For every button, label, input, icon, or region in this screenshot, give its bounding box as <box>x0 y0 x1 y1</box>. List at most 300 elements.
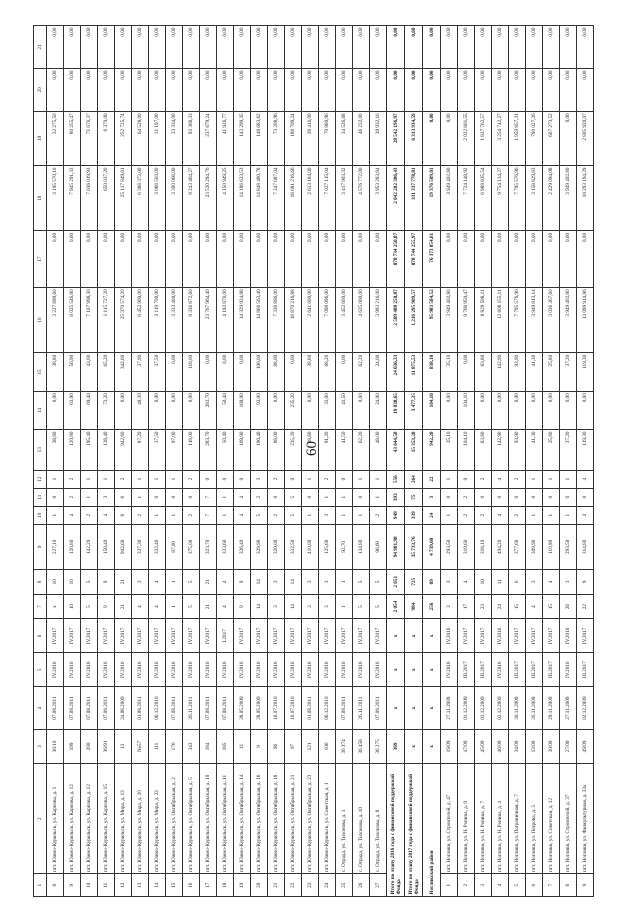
table-cell: IV.2016 <box>302 653 319 687</box>
table-cell: 0,00 <box>475 391 492 429</box>
table-cell: 104,10 <box>423 391 441 429</box>
table-cell: IV.2016 <box>166 653 183 687</box>
table-cell: 1 <box>149 506 166 524</box>
table-cell: 83,80 <box>475 353 492 391</box>
table-cell: 5 <box>251 506 268 524</box>
table-cell: 342,60 <box>115 353 132 391</box>
table-cell: 2 042 202 386,43 <box>387 165 405 230</box>
table-cell: x <box>423 619 441 653</box>
table-cell: 43,00 <box>81 353 98 391</box>
page-number: 60 <box>303 440 320 456</box>
table-cell: 63,90 <box>64 391 81 429</box>
table-cell: 0,00 <box>47 231 64 287</box>
table-cell: 0,00 <box>441 26 458 69</box>
table-cell: 3 <box>441 569 458 594</box>
table-cell: 0,00 <box>319 231 336 287</box>
table-cell: 31 197,00 <box>149 111 166 165</box>
table-cell: IV.2016 <box>217 653 234 687</box>
table-cell: 41,30 <box>526 429 543 470</box>
table-row <box>251 26 268 897</box>
table-cell: 28 542 196,97 <box>387 111 405 165</box>
table-cell: 0,00 <box>98 26 115 69</box>
table-cell: 0,00 <box>251 231 268 287</box>
table-cell: 18 870 216,88 <box>285 287 302 352</box>
table-cell: 1 <box>336 506 353 524</box>
table-cell: IV.2017 <box>509 619 526 653</box>
table-cell: 2 <box>251 488 268 506</box>
table-cell: 2 <box>458 874 475 897</box>
table-cell: IV.2016 <box>115 653 132 687</box>
table-cell: 35 733,76 <box>405 524 423 569</box>
table-cell: 17 <box>200 874 217 897</box>
table-cell: Итого по этапу 2017 года с финансовой поддержкой Фонда <box>405 763 423 896</box>
table-cell: 5 <box>353 569 370 594</box>
table-cell: 27/09 <box>560 730 577 764</box>
table-cell: 7 036 019,93 <box>81 165 98 230</box>
table-cell: IV.2016 <box>560 653 577 687</box>
table-cell: 43 644,58 <box>387 429 405 470</box>
table-cell: 23 <box>475 594 492 619</box>
table-cell: 120,80 <box>64 524 81 569</box>
table-cell: 18 <box>34 165 47 230</box>
table-cell: 6 <box>509 569 526 594</box>
table-cell: 0,00 <box>526 68 543 111</box>
table-cell: 1 <box>302 506 319 524</box>
table-cell: 24 <box>319 874 336 897</box>
table-cell: 0,00 <box>115 26 132 69</box>
table-cell: пгт. Южно-Курильск, ул. Октябрьская, д. 23 <box>302 763 319 874</box>
table-cell: 4 <box>217 569 234 594</box>
table-cell: 15 <box>34 353 47 391</box>
table-cell: 2 429 094,08 <box>543 165 560 230</box>
table-cell: 104,10 <box>458 429 475 470</box>
table-cell: 49/09 <box>577 730 594 764</box>
table-cell: 75 <box>405 488 423 506</box>
table-cell: 0,00 <box>560 111 577 165</box>
table-cell: 2 <box>64 470 81 488</box>
table-cell: 28.05.2009 <box>251 687 268 730</box>
table-cell: 25,80 <box>543 353 560 391</box>
table-cell: 9 754 134,27 <box>492 165 509 230</box>
table-cell: пгт. Южно-Курильск, ул. Карпова, д. 12 <box>64 763 81 874</box>
table-cell: 0,00 <box>285 68 302 111</box>
table-cell: 6 <box>115 488 132 506</box>
table-cell: 0,00 <box>353 391 370 429</box>
table-cell: 0,00 <box>336 231 353 287</box>
table-cell: 26 <box>560 594 577 619</box>
table-cell: x <box>423 687 441 730</box>
table-cell: 37,20 <box>560 353 577 391</box>
table-cell: 65,20 <box>98 353 115 391</box>
table-cell: 0,00 <box>183 68 200 111</box>
table-cell: 3 195 570,10 <box>47 165 64 230</box>
table-cell: 18 681 216,66 <box>285 165 302 230</box>
table-cell: 71 076,37 <box>81 111 98 165</box>
table-cell: 5 <box>183 594 200 619</box>
table-cell: 1 <box>166 569 183 594</box>
table-cell: 3 949 813,14 <box>526 287 543 352</box>
table-cell: 10 <box>64 569 81 594</box>
table-cell: пгт. Ноглики, ул. Н. Репина, д. 4 <box>492 763 509 874</box>
table-cell: 110,90 <box>543 524 560 569</box>
table-cell: 14 <box>149 874 166 897</box>
table-row <box>509 26 526 897</box>
table-cell: 0,00 <box>149 391 166 429</box>
table-row <box>217 26 234 897</box>
table-cell: 0,00 <box>526 391 543 429</box>
table-cell: Итого по этапу 2016 года с финансовой поддержкой Фонда <box>387 763 405 896</box>
table-cell: 27.11.2009 <box>560 687 577 730</box>
table-cell: 188 709,24 <box>285 111 302 165</box>
table-cell: 14 866 563,40 <box>251 287 268 352</box>
table-cell: 142,90 <box>492 353 509 391</box>
table-cell: 1 <box>166 470 183 488</box>
table-cell: 0,00 <box>200 231 217 287</box>
table-cell: 120,80 <box>64 429 81 470</box>
table-cell: 1 <box>441 874 458 897</box>
table-cell: 1 216 295 909,57 <box>405 287 423 352</box>
table-cell: 26.11.2011 <box>353 687 370 730</box>
table-cell: 26.11.2009 <box>526 687 543 730</box>
table-cell: 38,80 <box>302 353 319 391</box>
table-cell: 11 <box>234 730 251 764</box>
table-cell: IV.2017 <box>577 619 594 653</box>
table-cell: 343 <box>183 730 200 764</box>
table-cell: 88,00 <box>268 429 285 470</box>
table-cell: 0,00 <box>336 68 353 111</box>
table-cell: 36/91 <box>98 730 115 764</box>
table-cell: 07.08.2011 <box>98 687 115 730</box>
table-cell: 13 <box>34 429 47 470</box>
table-cell: 318,10 <box>475 524 492 569</box>
table-cell: 3 119 700,00 <box>149 287 166 352</box>
table-cell: 0,00 <box>577 26 594 69</box>
table-cell: 0,00 <box>98 68 115 111</box>
table-cell: 22 <box>423 470 441 488</box>
table-cell: 9 <box>98 569 115 594</box>
table-cell: пгт. Южно-Курильск, ул. Октябрьская, д. 11 <box>217 763 234 874</box>
table-cell: 19 376 509,01 <box>423 165 441 230</box>
table-cell: 106 <box>319 730 336 764</box>
table-cell: 264 <box>405 470 423 488</box>
table-cell: 46 232,00 <box>353 111 370 165</box>
table-cell: 0,00 <box>458 353 475 391</box>
table-cell: 3 949 402,80 <box>560 165 577 230</box>
table-cell: 2 <box>81 506 98 524</box>
table-cell: 2 613 184,00 <box>302 165 319 230</box>
table-cell: IV.2017 <box>475 619 492 653</box>
table-cell: 37,50 <box>149 429 166 470</box>
table-cell: 369 <box>387 730 405 764</box>
table-cell: 3 <box>132 569 149 594</box>
table-cell: 0,00 <box>251 26 268 69</box>
table-cell: 36 374 <box>336 730 353 764</box>
table-cell: 410,00 <box>302 524 319 569</box>
table-cell: 25 370 574,20 <box>115 287 132 352</box>
table-cell: 195,40 <box>81 429 98 470</box>
table-cell: 41,50 <box>336 429 353 470</box>
table-cell: 0,00 <box>577 231 594 287</box>
table-cell: 39 932,16 <box>370 111 387 165</box>
table-row <box>149 26 166 897</box>
table-cell: 0,00 <box>81 231 98 287</box>
table-row <box>441 26 458 897</box>
table-cell: 375,00 <box>183 524 200 569</box>
table-cell: III.2017 <box>509 653 526 687</box>
table-cell: 0,00 <box>509 231 526 287</box>
table-cell: пгт. Южно-Курильск, ул. Советская, д. 1 <box>319 763 336 874</box>
table-cell: 29.11.2009 <box>543 687 560 730</box>
table-cell: 1 <box>98 470 115 488</box>
table-cell: 07.08.2011 <box>64 687 81 730</box>
table-cell: 0 <box>353 488 370 506</box>
table-cell: 0,00 <box>234 231 251 287</box>
table-cell: 9 <box>577 874 594 897</box>
table-cell: 38,80 <box>47 353 64 391</box>
table-cell: 1 <box>336 488 353 506</box>
table-cell: IV.2016 <box>370 653 387 687</box>
table-cell: IV.2017 <box>543 619 560 653</box>
table-cell: IV.2017 <box>319 619 336 653</box>
table-cell: 0 <box>543 488 560 506</box>
table-cell: 0 <box>526 488 543 506</box>
table-cell: 21 <box>34 26 47 69</box>
table-cell: 3 <box>302 569 319 594</box>
table-cell: 11 875,53 <box>405 353 423 391</box>
table-cell: 0 <box>475 488 492 506</box>
table-cell: 41,50 <box>336 391 353 429</box>
table-row <box>115 26 132 897</box>
table-cell: 0,00 <box>560 391 577 429</box>
table-cell: 0 <box>285 470 302 488</box>
table-cell: 0 <box>302 488 319 506</box>
table-cell: 293,50 <box>441 524 458 569</box>
table-cell: 0,00 <box>492 68 509 111</box>
table-cell: 0,00 <box>319 68 336 111</box>
table-row <box>234 26 251 897</box>
table-cell: IV.2017 <box>234 619 251 653</box>
table-cell: пгт. Южно-Курильск, ул. Мира, д. 20 <box>132 763 149 874</box>
table-cell: 0,00 <box>509 26 526 69</box>
table-cell: 1 <box>441 506 458 524</box>
table-cell: 5 <box>81 594 98 619</box>
table-cell: 0,00 <box>268 231 285 287</box>
table-cell: 2 589 488 250,87 <box>387 287 405 352</box>
table-cell: 21 <box>268 874 285 897</box>
table-cell: 0 <box>560 488 577 506</box>
table-cell: 0,00 <box>543 68 560 111</box>
table-cell: 4 <box>64 506 81 524</box>
table-cell: 24 <box>423 506 441 524</box>
table-cell: 7 107 998,30 <box>81 287 98 352</box>
table-cell: 16 <box>183 874 200 897</box>
table-cell: 12 608 155,11 <box>492 287 509 352</box>
table-cell: 95 983 584,52 <box>423 287 441 352</box>
table-cell: 184 <box>200 730 217 764</box>
table-cell: 97,00 <box>166 429 183 470</box>
table-cell: 24.08.2009 <box>115 687 132 730</box>
table-cell: 0,00 <box>81 26 98 69</box>
table-row <box>458 26 475 897</box>
table-cell: 4 150 949,25 <box>217 165 234 230</box>
table-cell: 07.08.2011 <box>200 687 217 730</box>
table-cell: 6 370,00 <box>98 111 115 165</box>
table-cell: 34 526,68 <box>336 111 353 165</box>
table-cell: 5 <box>285 506 302 524</box>
table-cell: 3 417 903,32 <box>336 165 353 230</box>
table-cell: 6 <box>526 874 543 897</box>
table-cell: 1 <box>149 470 166 488</box>
table-cell: x <box>47 594 64 619</box>
table-cell: пгт. Южно-Курильск, ул. Мира, д. 23 <box>149 763 166 874</box>
table-cell: IV.2017 <box>353 619 370 653</box>
table-cell: 47/09 <box>458 730 475 764</box>
rotated-table-area <box>33 25 588 897</box>
table-cell: 37,90 <box>132 353 149 391</box>
table-cell: 4 <box>492 506 509 524</box>
table-cell: 4 <box>577 506 594 524</box>
table-cell: 337,30 <box>132 524 149 569</box>
table-cell: 8 829 598,11 <box>475 287 492 352</box>
table-cell: IV.2017 <box>285 619 302 653</box>
table-cell: 1 <box>526 470 543 488</box>
table-cell: 0,00 <box>458 231 475 287</box>
table-cell: 2 <box>183 470 200 488</box>
table-cell: IV.2016 <box>285 653 302 687</box>
table-cell: 46/09 <box>492 730 509 764</box>
table-cell: 0,00 <box>47 26 64 69</box>
table-cell: 9 <box>251 730 268 764</box>
table-cell: IV.2016 <box>560 619 577 653</box>
table-cell: 7 <box>543 874 560 897</box>
table-cell: 0,00 <box>405 68 423 111</box>
table-cell: 1 <box>370 470 387 488</box>
table-cell: III.2017 <box>577 653 594 687</box>
table-cell: 0,00 <box>183 26 200 69</box>
table-cell: 0,00 <box>149 68 166 111</box>
table-cell: 14 329 934,88 <box>234 287 251 352</box>
table-cell: 169,90 <box>234 429 251 470</box>
table-cell: 0 <box>166 488 183 506</box>
table-cell: 25 <box>336 874 353 897</box>
table-cell: 1 <box>81 488 98 506</box>
table-cell: 0,00 <box>285 231 302 287</box>
table-cell: 0,00 <box>285 353 302 391</box>
table-cell: 3 <box>34 730 47 764</box>
table-row <box>47 26 64 897</box>
table-cell: 4 <box>149 569 166 594</box>
table-cell: 0,00 <box>509 68 526 111</box>
table-cell: IV.2017 <box>183 619 200 653</box>
table-cell: 1 <box>166 594 183 619</box>
table-cell: 9 243 464,27 <box>183 165 200 230</box>
table-cell: 87,20 <box>132 429 149 470</box>
table-cell: 7 027 115,04 <box>319 165 336 230</box>
table-cell: 14 <box>251 569 268 594</box>
table-cell: 25 117 849,61 <box>115 165 132 230</box>
table-cell: 5 <box>183 569 200 594</box>
table-cell: 35,10 <box>441 353 458 391</box>
table-cell: 07.08.2011 <box>370 687 387 730</box>
table-cell: 0,00 <box>336 26 353 69</box>
table-cell: 200 <box>81 730 98 764</box>
table-cell: 607 273,52 <box>543 111 560 165</box>
table-cell: 323,70 <box>200 524 217 569</box>
table-cell: 0,00 <box>370 26 387 69</box>
table-cell: 49,30 <box>132 391 149 429</box>
table-cell: 7 <box>200 506 217 524</box>
table-cell: 1 <box>526 506 543 524</box>
district-row <box>423 26 441 897</box>
table-cell: 3 333 400,00 <box>166 287 183 352</box>
table-cell: IV.2017 <box>458 619 475 653</box>
table-cell: 0,00 <box>577 68 594 111</box>
table-cell: 0,00 <box>149 231 166 287</box>
table-cell: 0,00 <box>543 231 560 287</box>
table-cell: 17 <box>458 594 475 619</box>
table-cell: 5 <box>285 488 302 506</box>
table-cell: 0,00 <box>217 26 234 69</box>
table-cell: 1 <box>336 594 353 619</box>
table-cell: 69,40 <box>81 391 98 429</box>
table-cell: 4 <box>526 594 543 619</box>
table-cell: 9 <box>34 524 47 569</box>
table-cell: 07.08.2011 <box>81 687 98 730</box>
table-cell: 37,20 <box>560 429 577 470</box>
table-cell: 73 208,96 <box>268 111 285 165</box>
table-cell: 5 <box>34 653 47 687</box>
table-cell: x <box>387 653 405 687</box>
table-cell: 0,00 <box>405 26 423 69</box>
table-cell: 332,40 <box>149 524 166 569</box>
table-cell: 0,00 <box>47 68 64 111</box>
table-cell: с. Отрада, ул. Тихонова, д. 8 <box>370 763 387 874</box>
table-cell: IV.2017 <box>251 619 268 653</box>
table-cell: 790 027,26 <box>526 111 543 165</box>
table-cell: IV.2016 <box>81 653 98 687</box>
table-cell: 3 <box>475 874 492 897</box>
table-cell: 4 <box>492 470 509 488</box>
table-cell: 8 <box>34 569 47 594</box>
table-cell: 1 <box>370 488 387 506</box>
table-cell: 6 313 934,59 <box>405 111 423 165</box>
table-cell: 199 <box>64 730 81 764</box>
table-cell: 3 <box>423 488 441 506</box>
table-cell: 3 <box>319 594 336 619</box>
table-cell: 0,00 <box>64 26 81 69</box>
table-cell: 69 <box>423 569 441 594</box>
table-cell: 1 <box>132 470 149 488</box>
table-cell: 2 <box>475 506 492 524</box>
table-row <box>166 26 183 897</box>
table-cell: 01.08.2011 <box>302 687 319 730</box>
table-cell: IV.2016 <box>64 653 81 687</box>
table-cell: 331 337 778,81 <box>405 165 423 230</box>
table-cell: 4 <box>34 687 47 730</box>
table-cell: IV.2016 <box>47 653 64 687</box>
table-cell: 725 <box>405 569 423 594</box>
table-cell: III.2017 <box>458 653 475 687</box>
table-cell: x <box>405 619 423 653</box>
table-cell: 64 528,00 <box>132 111 149 165</box>
table-cell: 0,00 <box>441 111 458 165</box>
table-cell: 14 <box>34 391 47 429</box>
table-cell: 06.12.2010 <box>149 687 166 730</box>
table-cell: 0,00 <box>234 353 251 391</box>
table-cell: 13 <box>132 874 149 897</box>
table-cell: 93 368,33 <box>183 111 200 165</box>
table-cell: 1 <box>336 569 353 594</box>
